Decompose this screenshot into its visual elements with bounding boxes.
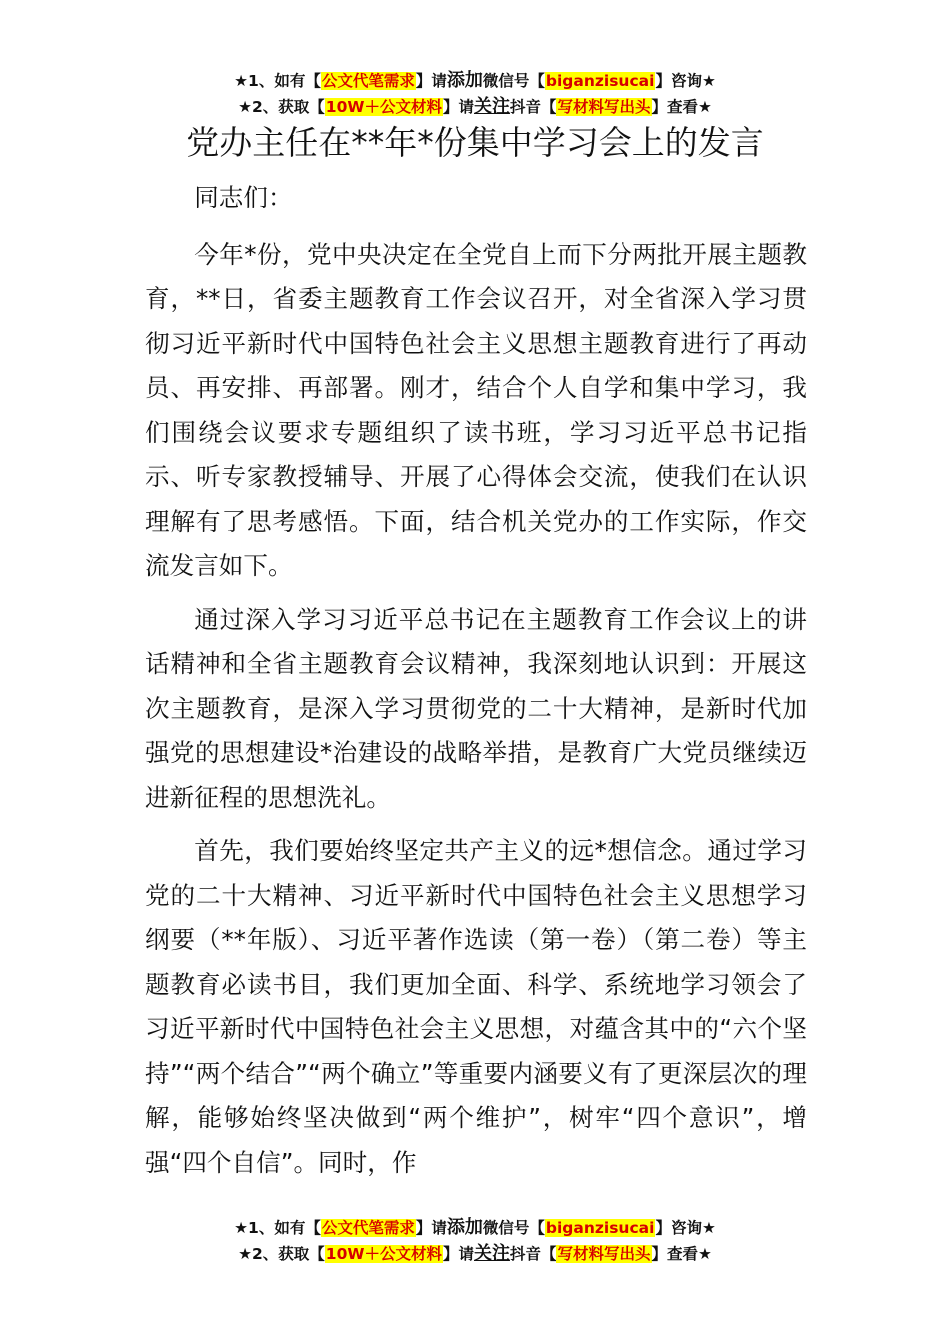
- promo-text: 微信号【: [482, 1219, 545, 1237]
- paragraph-3: 首先，我们要始终坚定共产主义的远*想信念。通过学习党的二十大精神、习近平新时代中国特色社会主义思想学习纲要（**年版）、习近平著作选读（第一卷）（第二卷）等主题教育必读书目，我们更加全面、科学、系统地学习领会了习近平新时代中国特色社会主义思想，对蕴含其中的“六个坚持”“两个结合”“两个确立”等重要内涵要义有了更深层次的理解，能够始终坚决做到“两个维护”，树牢“四个意识”，增强“四个自信”。同时，作: [145, 836, 807, 1177]
- promo-text: 】咨询★: [655, 72, 716, 90]
- document-body: [145, 176, 807, 1194]
- greeting: 同志们：: [194, 183, 293, 212]
- promo-highlight-douyin: 写材料写出头: [557, 98, 651, 116]
- promo-line-1: [0, 1215, 950, 1241]
- promo-text: 】请: [442, 98, 474, 116]
- promo-text-add: 添加: [446, 70, 483, 91]
- promo-text-add: 添加: [446, 1217, 483, 1238]
- promo-highlight-service: 公文代笔需求: [321, 1219, 415, 1237]
- promo-text: 】咨询★: [655, 1219, 716, 1237]
- promo-line-2: [0, 1241, 950, 1267]
- promo-highlight-wechat-id: biganzisucai: [545, 72, 655, 90]
- promo-highlight-service: 公文代笔需求: [321, 72, 415, 90]
- promo-highlight-wechat-id: biganzisucai: [545, 1219, 655, 1237]
- promo-text: 】请: [442, 1245, 474, 1263]
- promo-text: ★1、如有【: [234, 1219, 321, 1237]
- paragraph-1: 今年*份，党中央决定在全党自上而下分两批开展主题教育，**日，省委主题教育工作会议召开，对全省深入学习贯彻习近平新时代中国特色社会主义思想主题教育进行了再动员、再安排、再部署。刚才，结合个人自学和集中学习，我们围绕会议要求专题组织了读书班，学习习近平总书记指示、听专家教授辅导、开展了心得体会交流，使我们在认识理解有了思考感悟。下面，结合机关党办的工作实际，作交流发言如下。: [145, 239, 807, 580]
- promo-text: 】请: [415, 72, 447, 90]
- promo-text-follow: 关注: [473, 1243, 510, 1264]
- promo-text: 微信号【: [482, 72, 545, 90]
- promo-banner-bottom: [0, 1215, 950, 1267]
- promo-text: 】查看★: [651, 98, 712, 116]
- paragraph-2: 通过深入学习习近平总书记在主题教育工作会议上的讲话精神和全省主题教育会议精神，我深刻地认识到：开展这次主题教育，是深入学习贯彻党的二十大精神，是新时代加强党的思想建设*治建设的战略举措，是教育广大党员继续迈进新征程的思想洗礼。: [145, 604, 807, 812]
- promo-text: 】查看★: [651, 1245, 712, 1263]
- promo-text-follow: 关注: [473, 96, 510, 117]
- promo-highlight-materials: 10W＋公文材料: [325, 98, 442, 116]
- promo-text: ★2、获取【: [238, 98, 325, 116]
- promo-highlight-douyin: 写材料写出头: [557, 1245, 651, 1263]
- promo-text: 抖音【: [509, 1245, 557, 1263]
- document-title: 党办主任在**年*份集中学习会上的发言: [186, 123, 764, 162]
- promo-text: 抖音【: [509, 98, 557, 116]
- promo-highlight-materials: 10W＋公文材料: [325, 1245, 442, 1263]
- promo-text: ★2、获取【: [238, 1245, 325, 1263]
- promo-banner-top: [0, 68, 950, 120]
- promo-text: ★1、如有【: [234, 72, 321, 90]
- promo-line-1: [0, 68, 950, 94]
- promo-text: 】请: [415, 1219, 447, 1237]
